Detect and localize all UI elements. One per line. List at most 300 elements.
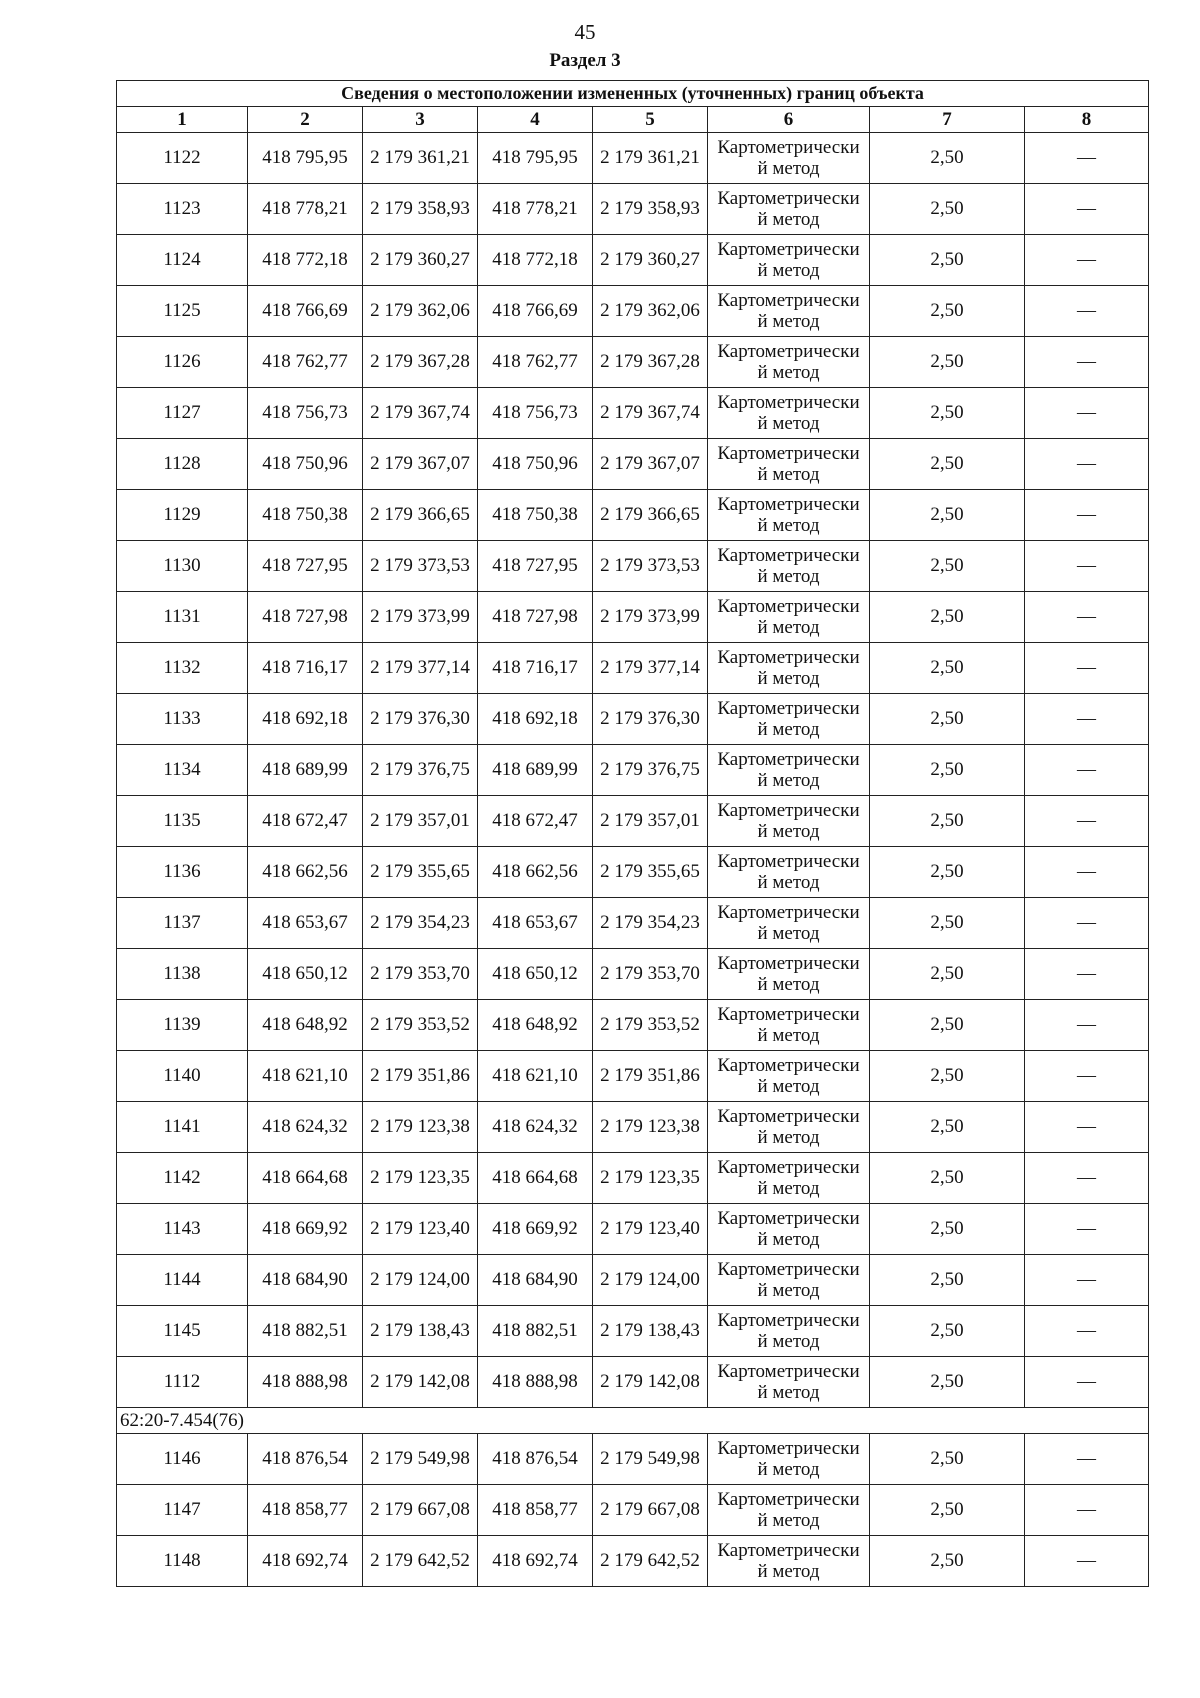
x-new-cell: 418 664,68 [478, 1153, 593, 1204]
y-existing-cell: 2 179 123,40 [363, 1204, 478, 1255]
point-number-cell: 1138 [117, 949, 248, 1000]
table-title: Сведения о местоположении измененных (уточненных) границ объекта [117, 81, 1149, 107]
x-existing-cell: 418 756,73 [248, 388, 363, 439]
point-number-cell: 1140 [117, 1051, 248, 1102]
method-text-line1: Картометрически [717, 596, 860, 617]
y-new-cell: 2 179 642,52 [593, 1536, 708, 1587]
x-new-cell: 418 716,17 [478, 643, 593, 694]
group-label: 62:20-7.454(76) [117, 1408, 1149, 1434]
method-cell [708, 1357, 870, 1408]
table-row [117, 592, 1149, 643]
column-number: 8 [1025, 107, 1149, 133]
table-row [117, 898, 1149, 949]
method-text-line2: й метод [757, 1459, 820, 1480]
x-existing-cell: 418 876,54 [248, 1434, 363, 1485]
method-cell [708, 1306, 870, 1357]
x-existing-cell: 418 888,98 [248, 1357, 363, 1408]
y-existing-cell: 2 179 376,75 [363, 745, 478, 796]
method-text-line1: Картометрически [717, 1004, 860, 1025]
point-number-cell: 1129 [117, 490, 248, 541]
method-text-line1: Картометрически [717, 1106, 860, 1127]
table-row [117, 184, 1149, 235]
description-cell: — [1025, 1102, 1149, 1153]
x-new-cell: 418 653,67 [478, 898, 593, 949]
method-text-line1: Картометрически [717, 1259, 860, 1280]
accuracy-cell: 2,50 [870, 337, 1025, 388]
table-row [117, 1255, 1149, 1306]
y-new-cell: 2 179 123,38 [593, 1102, 708, 1153]
table-row [117, 286, 1149, 337]
y-new-cell: 2 179 351,86 [593, 1051, 708, 1102]
method-text-line1: Картометрически [717, 1438, 860, 1459]
point-number-cell: 1126 [117, 337, 248, 388]
x-new-cell: 418 762,77 [478, 337, 593, 388]
table-row [117, 1153, 1149, 1204]
y-existing-cell: 2 179 353,52 [363, 1000, 478, 1051]
accuracy-cell: 2,50 [870, 745, 1025, 796]
y-new-cell: 2 179 138,43 [593, 1306, 708, 1357]
x-new-cell: 418 882,51 [478, 1306, 593, 1357]
accuracy-cell: 2,50 [870, 694, 1025, 745]
y-new-cell: 2 179 353,70 [593, 949, 708, 1000]
point-number-cell: 1141 [117, 1102, 248, 1153]
table-row [117, 490, 1149, 541]
accuracy-cell: 2,50 [870, 796, 1025, 847]
y-new-cell: 2 179 376,30 [593, 694, 708, 745]
point-number-cell: 1133 [117, 694, 248, 745]
y-new-cell: 2 179 124,00 [593, 1255, 708, 1306]
method-cell [708, 388, 870, 439]
method-text-line2: й метод [757, 566, 820, 587]
table-row [117, 949, 1149, 1000]
method-cell [708, 1485, 870, 1536]
y-new-cell: 2 179 354,23 [593, 898, 708, 949]
method-text-line1: Картометрически [717, 749, 860, 770]
y-existing-cell: 2 179 355,65 [363, 847, 478, 898]
description-cell: — [1025, 184, 1149, 235]
accuracy-cell: 2,50 [870, 898, 1025, 949]
y-new-cell: 2 179 376,75 [593, 745, 708, 796]
description-cell: — [1025, 1357, 1149, 1408]
point-number-cell: 1147 [117, 1485, 248, 1536]
method-cell [708, 1102, 870, 1153]
description-cell: — [1025, 1485, 1149, 1536]
method-text-line2: й метод [757, 770, 820, 791]
y-new-cell: 2 179 367,74 [593, 388, 708, 439]
point-number-cell: 1142 [117, 1153, 248, 1204]
method-cell [708, 1536, 870, 1587]
method-text-line1: Картометрически [717, 902, 860, 923]
point-number-cell: 1122 [117, 133, 248, 184]
group2-rows [117, 1434, 1149, 1587]
x-existing-cell: 418 858,77 [248, 1485, 363, 1536]
y-new-cell: 2 179 373,99 [593, 592, 708, 643]
method-text-line1: Картометрически [717, 953, 860, 974]
x-existing-cell: 418 772,18 [248, 235, 363, 286]
y-existing-cell: 2 179 354,23 [363, 898, 478, 949]
method-text-line2: й метод [757, 311, 820, 332]
description-cell: — [1025, 388, 1149, 439]
group1-rows [117, 133, 1149, 1408]
method-text-line1: Картометрически [717, 392, 860, 413]
accuracy-cell: 2,50 [870, 1102, 1025, 1153]
method-cell [708, 541, 870, 592]
method-text-line2: й метод [757, 1510, 820, 1531]
description-cell: — [1025, 1153, 1149, 1204]
method-cell [708, 133, 870, 184]
column-number: 2 [248, 107, 363, 133]
x-existing-cell: 418 684,90 [248, 1255, 363, 1306]
x-new-cell: 418 727,98 [478, 592, 593, 643]
method-cell [708, 337, 870, 388]
x-existing-cell: 418 624,32 [248, 1102, 363, 1153]
table-row [117, 1485, 1149, 1536]
method-text-line2: й метод [757, 260, 820, 281]
accuracy-cell: 2,50 [870, 235, 1025, 286]
x-existing-cell: 418 664,68 [248, 1153, 363, 1204]
point-number-cell: 1146 [117, 1434, 248, 1485]
x-new-cell: 418 795,95 [478, 133, 593, 184]
point-number-cell: 1128 [117, 439, 248, 490]
x-new-cell: 418 650,12 [478, 949, 593, 1000]
description-cell: — [1025, 694, 1149, 745]
y-existing-cell: 2 179 124,00 [363, 1255, 478, 1306]
method-text-line1: Картометрически [717, 1489, 860, 1510]
x-new-cell: 418 750,38 [478, 490, 593, 541]
method-text-line2: й метод [757, 515, 820, 536]
point-number-cell: 1135 [117, 796, 248, 847]
accuracy-cell: 2,50 [870, 388, 1025, 439]
y-new-cell: 2 179 362,06 [593, 286, 708, 337]
y-new-cell: 2 179 377,14 [593, 643, 708, 694]
method-cell [708, 439, 870, 490]
accuracy-cell: 2,50 [870, 541, 1025, 592]
method-text-line2: й метод [757, 719, 820, 740]
method-cell [708, 745, 870, 796]
description-cell: — [1025, 133, 1149, 184]
x-existing-cell: 418 762,77 [248, 337, 363, 388]
description-cell: — [1025, 490, 1149, 541]
method-text-line1: Картометрически [717, 443, 860, 464]
accuracy-cell: 2,50 [870, 847, 1025, 898]
y-existing-cell: 2 179 366,65 [363, 490, 478, 541]
table-row [117, 1306, 1149, 1357]
description-cell: — [1025, 1255, 1149, 1306]
accuracy-cell: 2,50 [870, 643, 1025, 694]
method-text-line2: й метод [757, 923, 820, 944]
x-new-cell: 418 648,92 [478, 1000, 593, 1051]
x-new-cell: 418 876,54 [478, 1434, 593, 1485]
method-text-line2: й метод [757, 1280, 820, 1301]
method-text-line2: й метод [757, 821, 820, 842]
y-existing-cell: 2 179 377,14 [363, 643, 478, 694]
y-new-cell: 2 179 667,08 [593, 1485, 708, 1536]
method-text-line2: й метод [757, 209, 820, 230]
description-cell: — [1025, 235, 1149, 286]
description-cell: — [1025, 949, 1149, 1000]
description-cell: — [1025, 1306, 1149, 1357]
x-new-cell: 418 672,47 [478, 796, 593, 847]
method-text-line1: Картометрически [717, 800, 860, 821]
x-existing-cell: 418 653,67 [248, 898, 363, 949]
x-existing-cell: 418 727,98 [248, 592, 363, 643]
method-text-line2: й метод [757, 1127, 820, 1148]
column-number: 4 [478, 107, 593, 133]
y-existing-cell: 2 179 367,74 [363, 388, 478, 439]
method-cell [708, 184, 870, 235]
x-existing-cell: 418 672,47 [248, 796, 363, 847]
description-cell: — [1025, 745, 1149, 796]
method-text-line2: й метод [757, 1076, 820, 1097]
description-cell: — [1025, 541, 1149, 592]
table-row [117, 235, 1149, 286]
point-number-cell: 1136 [117, 847, 248, 898]
description-cell: — [1025, 1536, 1149, 1587]
method-cell [708, 643, 870, 694]
x-existing-cell: 418 716,17 [248, 643, 363, 694]
y-new-cell: 2 179 123,40 [593, 1204, 708, 1255]
x-existing-cell: 418 689,99 [248, 745, 363, 796]
x-existing-cell: 418 882,51 [248, 1306, 363, 1357]
method-text-line2: й метод [757, 464, 820, 485]
method-cell [708, 286, 870, 337]
y-new-cell: 2 179 360,27 [593, 235, 708, 286]
y-new-cell: 2 179 373,53 [593, 541, 708, 592]
accuracy-cell: 2,50 [870, 1000, 1025, 1051]
x-new-cell: 418 669,92 [478, 1204, 593, 1255]
method-text-line2: й метод [757, 1561, 820, 1582]
point-number-cell: 1144 [117, 1255, 248, 1306]
y-existing-cell: 2 179 549,98 [363, 1434, 478, 1485]
point-number-cell: 1131 [117, 592, 248, 643]
method-text-line2: й метод [757, 413, 820, 434]
accuracy-cell: 2,50 [870, 1536, 1025, 1587]
table-row [117, 643, 1149, 694]
x-new-cell: 418 621,10 [478, 1051, 593, 1102]
point-number-cell: 1148 [117, 1536, 248, 1587]
x-existing-cell: 418 778,21 [248, 184, 363, 235]
table-row [117, 541, 1149, 592]
method-cell [708, 1000, 870, 1051]
y-existing-cell: 2 179 642,52 [363, 1536, 478, 1587]
method-text-line1: Картометрически [717, 647, 860, 668]
column-number: 7 [870, 107, 1025, 133]
y-new-cell: 2 179 123,35 [593, 1153, 708, 1204]
y-existing-cell: 2 179 367,07 [363, 439, 478, 490]
column-number: 6 [708, 107, 870, 133]
y-existing-cell: 2 179 362,06 [363, 286, 478, 337]
accuracy-cell: 2,50 [870, 133, 1025, 184]
x-existing-cell: 418 650,12 [248, 949, 363, 1000]
accuracy-cell: 2,50 [870, 1204, 1025, 1255]
method-text-line2: й метод [757, 974, 820, 995]
method-cell [708, 1051, 870, 1102]
y-new-cell: 2 179 355,65 [593, 847, 708, 898]
description-cell: — [1025, 1434, 1149, 1485]
point-number-cell: 1143 [117, 1204, 248, 1255]
table-row [117, 847, 1149, 898]
x-existing-cell: 418 648,92 [248, 1000, 363, 1051]
method-text-line1: Картометрически [717, 545, 860, 566]
method-text-line2: й метод [757, 1025, 820, 1046]
accuracy-cell: 2,50 [870, 949, 1025, 1000]
method-cell [708, 898, 870, 949]
description-cell: — [1025, 796, 1149, 847]
y-existing-cell: 2 179 376,30 [363, 694, 478, 745]
section-title: Раздел 3 [549, 50, 621, 71]
x-new-cell: 418 692,18 [478, 694, 593, 745]
description-cell: — [1025, 592, 1149, 643]
description-cell: — [1025, 1000, 1149, 1051]
method-text-line1: Картометрически [717, 188, 860, 209]
description-cell: — [1025, 898, 1149, 949]
method-text-line1: Картометрически [717, 239, 860, 260]
point-number-cell: 1123 [117, 184, 248, 235]
x-new-cell: 418 689,99 [478, 745, 593, 796]
point-number-cell: 1145 [117, 1306, 248, 1357]
method-text-line2: й метод [757, 668, 820, 689]
method-text-line1: Картометрически [717, 1208, 860, 1229]
table-row [117, 1102, 1149, 1153]
method-cell [708, 796, 870, 847]
method-cell [708, 592, 870, 643]
y-new-cell: 2 179 361,21 [593, 133, 708, 184]
table-row [117, 694, 1149, 745]
y-existing-cell: 2 179 358,93 [363, 184, 478, 235]
method-cell [708, 490, 870, 541]
column-number: 3 [363, 107, 478, 133]
x-existing-cell: 418 692,74 [248, 1536, 363, 1587]
description-cell: — [1025, 1051, 1149, 1102]
accuracy-cell: 2,50 [870, 1434, 1025, 1485]
group-label-row [117, 1408, 1149, 1434]
x-existing-cell: 418 727,95 [248, 541, 363, 592]
column-number: 1 [117, 107, 248, 133]
method-cell [708, 694, 870, 745]
method-cell [708, 235, 870, 286]
method-text-line1: Картометрически [717, 341, 860, 362]
column-number: 5 [593, 107, 708, 133]
accuracy-cell: 2,50 [870, 1255, 1025, 1306]
point-number-cell: 1134 [117, 745, 248, 796]
method-text-line1: Картометрически [717, 1361, 860, 1382]
method-text-line1: Картометрически [717, 1310, 860, 1331]
description-cell: — [1025, 337, 1149, 388]
x-new-cell: 418 624,32 [478, 1102, 593, 1153]
method-text-line1: Картометрически [717, 851, 860, 872]
method-cell [708, 1434, 870, 1485]
y-existing-cell: 2 179 667,08 [363, 1485, 478, 1536]
y-new-cell: 2 179 367,28 [593, 337, 708, 388]
method-cell [708, 1255, 870, 1306]
table-row [117, 1434, 1149, 1485]
accuracy-cell: 2,50 [870, 1357, 1025, 1408]
accuracy-cell: 2,50 [870, 1051, 1025, 1102]
x-new-cell: 418 772,18 [478, 235, 593, 286]
x-existing-cell: 418 795,95 [248, 133, 363, 184]
boundary-coordinates-table [116, 80, 1149, 1587]
x-new-cell: 418 756,73 [478, 388, 593, 439]
table-row [117, 388, 1149, 439]
table-row [117, 745, 1149, 796]
x-existing-cell: 418 669,92 [248, 1204, 363, 1255]
x-existing-cell: 418 621,10 [248, 1051, 363, 1102]
y-existing-cell: 2 179 367,28 [363, 337, 478, 388]
x-existing-cell: 418 750,38 [248, 490, 363, 541]
table-row [117, 337, 1149, 388]
method-text-line2: й метод [757, 158, 820, 179]
description-cell: — [1025, 643, 1149, 694]
y-existing-cell: 2 179 373,99 [363, 592, 478, 643]
y-new-cell: 2 179 142,08 [593, 1357, 708, 1408]
page-number: 45 [574, 20, 596, 44]
table-row [117, 439, 1149, 490]
method-text-line2: й метод [757, 1229, 820, 1250]
accuracy-cell: 2,50 [870, 439, 1025, 490]
description-cell: — [1025, 286, 1149, 337]
x-new-cell: 418 684,90 [478, 1255, 593, 1306]
y-new-cell: 2 179 366,65 [593, 490, 708, 541]
method-cell [708, 1204, 870, 1255]
y-existing-cell: 2 179 360,27 [363, 235, 478, 286]
accuracy-cell: 2,50 [870, 490, 1025, 541]
table-row [117, 1000, 1149, 1051]
y-existing-cell: 2 179 142,08 [363, 1357, 478, 1408]
x-new-cell: 418 662,56 [478, 847, 593, 898]
accuracy-cell: 2,50 [870, 184, 1025, 235]
x-existing-cell: 418 766,69 [248, 286, 363, 337]
table-row [117, 133, 1149, 184]
y-new-cell: 2 179 367,07 [593, 439, 708, 490]
method-text-line2: й метод [757, 617, 820, 638]
method-text-line1: Картометрически [717, 698, 860, 719]
method-text-line1: Картометрически [717, 494, 860, 515]
method-text-line1: Картометрически [717, 1540, 860, 1561]
table-row [117, 1536, 1149, 1587]
method-cell [708, 847, 870, 898]
point-number-cell: 1127 [117, 388, 248, 439]
point-number-cell: 1132 [117, 643, 248, 694]
y-new-cell: 2 179 358,93 [593, 184, 708, 235]
method-text-line2: й метод [757, 362, 820, 383]
method-text-line1: Картометрически [717, 1157, 860, 1178]
method-cell [708, 1153, 870, 1204]
table-row [117, 1204, 1149, 1255]
y-new-cell: 2 179 357,01 [593, 796, 708, 847]
x-new-cell: 418 766,69 [478, 286, 593, 337]
x-new-cell: 418 727,95 [478, 541, 593, 592]
method-text-line1: Картометрически [717, 1055, 860, 1076]
method-text-line2: й метод [757, 1178, 820, 1199]
accuracy-cell: 2,50 [870, 286, 1025, 337]
x-new-cell: 418 778,21 [478, 184, 593, 235]
x-new-cell: 418 888,98 [478, 1357, 593, 1408]
y-existing-cell: 2 179 357,01 [363, 796, 478, 847]
y-existing-cell: 2 179 373,53 [363, 541, 478, 592]
description-cell: — [1025, 439, 1149, 490]
x-existing-cell: 418 662,56 [248, 847, 363, 898]
point-number-cell: 1125 [117, 286, 248, 337]
method-text-line2: й метод [757, 872, 820, 893]
y-existing-cell: 2 179 361,21 [363, 133, 478, 184]
accuracy-cell: 2,50 [870, 1153, 1025, 1204]
description-cell: — [1025, 847, 1149, 898]
y-new-cell: 2 179 353,52 [593, 1000, 708, 1051]
table-row [117, 796, 1149, 847]
accuracy-cell: 2,50 [870, 1485, 1025, 1536]
method-text-line1: Картометрически [717, 137, 860, 158]
y-existing-cell: 2 179 138,43 [363, 1306, 478, 1357]
